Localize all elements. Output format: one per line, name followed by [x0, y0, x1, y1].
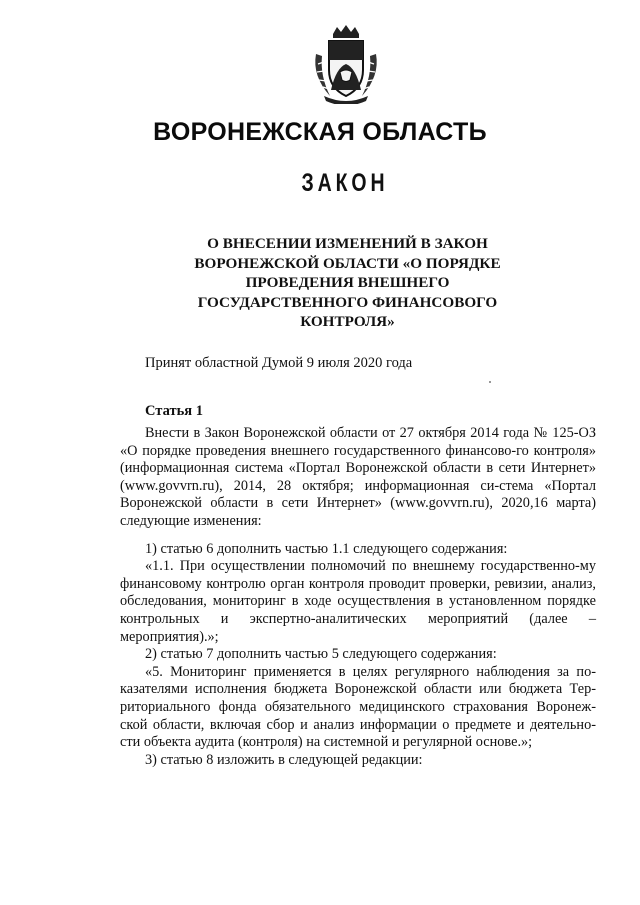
- article-title: Статья 1: [145, 403, 203, 419]
- voronezh-coat-of-arms-icon: [306, 24, 386, 104]
- law-subject-line: ГОСУДАРСТВЕННОГО ФИНАНСОВОГО: [197, 293, 498, 311]
- article-paragraph: 1) статью 6 дополнить частью 1.1 следующего содержания:: [145, 540, 508, 557]
- article-body: [120, 425, 596, 769]
- scan-speck: [489, 381, 491, 383]
- region-name: ВОРОНЕЖСКАЯ ОБЛАСТЬ: [153, 118, 487, 146]
- adoption-note: Принят областной Думой 9 июля 2020 года: [145, 355, 413, 371]
- law-subject-line: ВОРОНЕЖСКОЙ ОБЛАСТИ «О ПОРЯДКЕ: [194, 254, 501, 272]
- article-paragraph: 2) статью 7 дополнить частью 5 следующего содержания:: [145, 646, 497, 663]
- article-paragraph: Внести в Закон Воронежской области от 27 октября 2014 года № 125-ОЗ «О порядке проведения внешнего государственного финансово-го контроля» (информационная система «Портал Воронежской области в сети Интернет» (www.govvrn.ru), 2014, 28 октября; информационная си-стема «Портал Воронежской области в сети Интернет» (www.govvrn.ru), 2020,16 марта) следующие изменения:: [120, 425, 596, 529]
- article-paragraph: «1.1. При осуществлении полномочий по внешнему государственно-му финансовому контролю орган контроля проводит проверки, ревизии, анализ, обследования, мониторинг в ходе осуществления в установленном порядке контрольных и экспертно-аналитических мероприятий (далее – мероприятия).»;: [120, 558, 596, 645]
- law-subject-line: ПРОВЕДЕНИЯ ВНЕШНЕГО: [245, 274, 450, 291]
- article-paragraph: «5. Мониторинг применяется в целях регулярного наблюдения за по-казателями исполнения бюджета Воронежской области или бюджета Тер-риториального фонда обязательного медицинского страхования Воронеж-ской области, включая сбор и анализ информации о предмете и деятельно-сти объекта аудита (контроля) на системной и регулярной основе.»;: [120, 663, 596, 751]
- law-subject-line: О ВНЕСЕНИИ ИЗМЕНЕНИЙ В ЗАКОН: [207, 235, 488, 252]
- law-subject-line: КОНТРОЛЯ»: [300, 313, 395, 330]
- law-subject-title: [170, 234, 525, 332]
- document-type: ЗАКОН: [301, 169, 389, 197]
- article-paragraph: 3) статью 8 изложить в следующей редакции:: [145, 751, 423, 768]
